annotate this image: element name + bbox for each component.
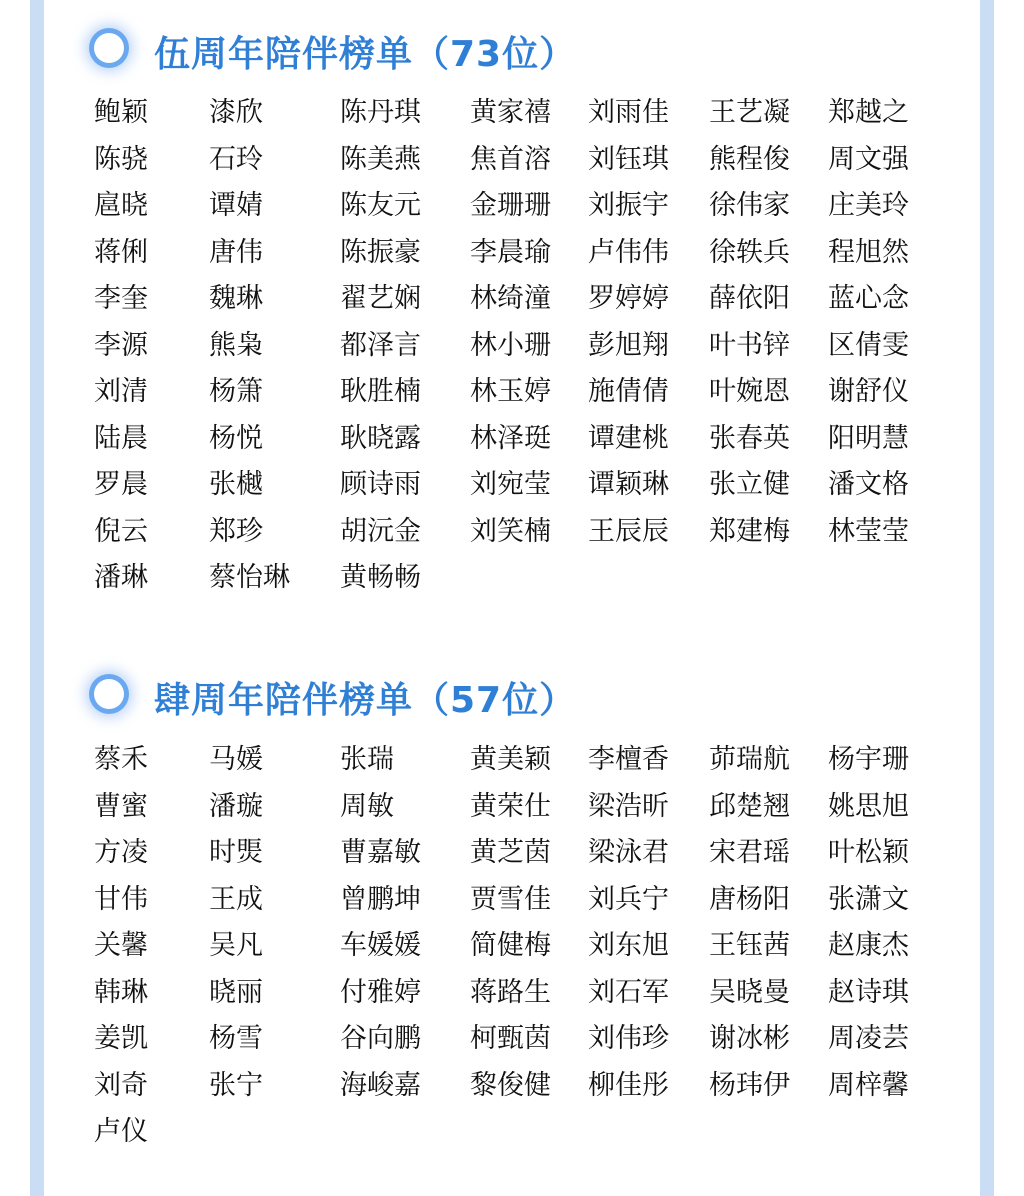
name-entry: 周凌芸 <box>828 1023 909 1054</box>
name-entry: 海峻嘉 <box>340 1069 421 1101</box>
name-entry: 马媛 <box>209 744 263 775</box>
name-entry: 周敏 <box>340 790 394 822</box>
name-entry: 鲍颖 <box>94 97 148 128</box>
name-entry: 柯甄茵 <box>470 1023 551 1054</box>
names-list-five-year <box>94 90 954 602</box>
name-entry: 林莹莹 <box>828 515 909 547</box>
name-entry: 方凌 <box>94 837 148 868</box>
section-title: 伍周年陪伴榜单（73位） <box>154 34 577 75</box>
name-entry: 李源 <box>94 329 148 361</box>
name-entry: 焦首溶 <box>470 143 551 175</box>
name-entry: 陈友元 <box>340 190 421 221</box>
name-entry: 梁浩昕 <box>588 790 669 822</box>
name-entry: 王钰茜 <box>709 930 790 961</box>
name-entry: 杨雪 <box>209 1023 263 1054</box>
name-entry: 车媛媛 <box>340 930 421 961</box>
name-entry: 张立健 <box>709 469 790 500</box>
name-entry: 叶书锌 <box>709 329 790 361</box>
name-entry: 郑建梅 <box>709 515 790 547</box>
name-entry: 翟艺娴 <box>340 283 421 314</box>
name-entry: 林玉婷 <box>470 376 551 407</box>
name-entry: 谭颖琳 <box>588 469 669 500</box>
name-entry: 都泽言 <box>340 329 421 361</box>
section-title: 肆周年陪伴榜单（57位） <box>154 680 577 721</box>
name-entry: 王成 <box>209 883 263 915</box>
name-entry: 区倩雯 <box>828 329 909 361</box>
name-entry: 阳明慧 <box>828 422 909 454</box>
name-entry: 彭旭翔 <box>588 329 669 361</box>
name-entry: 陈骁 <box>94 143 148 175</box>
name-entry: 蓝心念 <box>828 283 909 314</box>
name-entry: 扈晓 <box>94 190 148 221</box>
name-entry: 曹蜜 <box>94 790 148 822</box>
bullet-dot-icon <box>94 679 124 709</box>
name-entry: 柳佳彤 <box>588 1069 669 1101</box>
name-entry: 刘伟珍 <box>588 1023 669 1054</box>
name-entry: 张瑞 <box>340 744 394 775</box>
name-entry: 金珊珊 <box>470 190 551 221</box>
name-entry: 黄家禧 <box>470 97 551 128</box>
name-entry: 谭建桃 <box>588 422 669 454</box>
name-entry: 陈美燕 <box>340 143 421 175</box>
name-entry: 张潇文 <box>828 883 909 915</box>
name-entry: 庄美玲 <box>828 190 909 221</box>
name-entry: 黄芝茵 <box>470 837 551 868</box>
name-entry: 卢伟伟 <box>588 236 669 268</box>
name-entry: 黄荣仕 <box>470 790 551 822</box>
name-entry: 谢舒仪 <box>828 376 909 407</box>
name-entry: 郑越之 <box>828 97 909 128</box>
name-entry: 刘东旭 <box>588 930 669 961</box>
name-entry: 关馨 <box>94 930 148 961</box>
name-entry: 徐伟家 <box>709 190 790 221</box>
name-entry: 刘笑楠 <box>470 515 551 547</box>
name-entry: 卢仪 <box>94 1116 148 1147</box>
name-entry: 杨箫 <box>209 376 263 407</box>
name-entry: 林绮潼 <box>470 283 551 314</box>
name-entry: 罗婷婷 <box>588 283 669 314</box>
name-entry: 茆瑞航 <box>709 744 790 775</box>
name-entry: 李檀香 <box>588 744 669 775</box>
name-entry: 唐伟 <box>209 236 263 268</box>
section-header-five-year <box>0 18 1024 78</box>
name-entry: 吴凡 <box>209 930 263 961</box>
name-entry: 付雅婷 <box>340 976 421 1008</box>
name-entry: 赵康杰 <box>828 930 909 961</box>
name-entry: 魏琳 <box>209 283 263 314</box>
name-entry: 曾鹏坤 <box>340 883 421 915</box>
name-entry: 刘宛莹 <box>470 469 551 500</box>
name-entry: 胡沅金 <box>340 515 421 547</box>
name-entry: 王辰辰 <box>588 515 669 547</box>
name-entry: 梁泳君 <box>588 837 669 868</box>
name-entry: 徐轶兵 <box>709 236 790 268</box>
name-entry: 郑珍 <box>209 515 263 547</box>
name-entry: 耿胜楠 <box>340 376 421 407</box>
name-entry: 黄美颖 <box>470 744 551 775</box>
name-entry: 韩琳 <box>94 976 148 1008</box>
name-entry: 施倩倩 <box>588 376 669 407</box>
name-entry: 谭婧 <box>209 190 263 221</box>
name-entry: 姜凯 <box>94 1023 148 1054</box>
name-entry: 李奎 <box>94 283 148 314</box>
name-entry: 罗晨 <box>94 469 148 500</box>
name-entry: 时煚 <box>209 837 263 868</box>
name-entry: 杨宇珊 <box>828 744 909 775</box>
right-border <box>980 0 994 1196</box>
name-entry: 潘琳 <box>94 562 148 593</box>
name-entry: 陈丹琪 <box>340 97 421 128</box>
bullet-dot-icon <box>94 33 124 63</box>
name-entry: 谢冰彬 <box>709 1023 790 1054</box>
name-entry: 甘伟 <box>94 883 148 915</box>
name-entry: 叶婉恩 <box>709 376 790 407</box>
name-entry: 周梓馨 <box>828 1069 909 1101</box>
name-entry: 石玲 <box>209 143 263 175</box>
name-entry: 蒋路生 <box>470 976 551 1008</box>
name-entry: 邱楚翘 <box>709 790 790 822</box>
name-entry: 王艺凝 <box>709 97 790 128</box>
name-entry: 刘石军 <box>588 976 669 1008</box>
name-entry: 顾诗雨 <box>340 469 421 500</box>
name-entry: 张宁 <box>209 1069 263 1101</box>
name-entry: 林泽珽 <box>470 422 551 454</box>
name-entry: 周文强 <box>828 143 909 175</box>
name-entry: 熊枭 <box>209 329 263 361</box>
name-entry: 李晨瑜 <box>470 236 551 268</box>
name-entry: 黄畅畅 <box>340 562 421 593</box>
name-entry: 简健梅 <box>470 930 551 961</box>
name-entry: 贾雪佳 <box>470 883 551 915</box>
name-entry: 熊程俊 <box>709 143 790 175</box>
name-entry: 陈振豪 <box>340 236 421 268</box>
name-entry: 林小珊 <box>470 329 551 361</box>
name-entry: 刘雨佳 <box>588 97 669 128</box>
name-entry: 漆欣 <box>209 97 263 128</box>
left-border <box>30 0 44 1196</box>
name-entry: 晓丽 <box>209 976 263 1008</box>
name-entry: 姚思旭 <box>828 790 909 822</box>
name-entry: 黎俊健 <box>470 1069 551 1101</box>
name-entry: 程旭然 <box>828 236 909 268</box>
name-entry: 谷向鹏 <box>340 1023 421 1054</box>
name-entry: 张春英 <box>709 422 790 454</box>
name-entry: 刘奇 <box>94 1069 148 1101</box>
name-entry: 耿晓露 <box>340 422 421 454</box>
name-entry: 宋君瑶 <box>709 837 790 868</box>
name-entry: 潘璇 <box>209 790 263 822</box>
section-header-four-year <box>0 664 1024 724</box>
name-entry: 刘兵宁 <box>588 883 669 915</box>
name-entry: 曹嘉敏 <box>340 837 421 868</box>
name-entry: 蔡怡琳 <box>209 562 290 593</box>
name-entry: 刘清 <box>94 376 148 407</box>
name-entry: 张樾 <box>209 469 263 500</box>
name-entry: 蔡禾 <box>94 744 148 775</box>
name-entry: 蒋俐 <box>94 236 148 268</box>
name-entry: 倪云 <box>94 515 148 547</box>
name-entry: 刘钰琪 <box>588 143 669 175</box>
name-entry: 潘文格 <box>828 469 909 500</box>
name-entry: 叶松颖 <box>828 837 909 868</box>
name-entry: 薛依阳 <box>709 283 790 314</box>
name-entry: 唐杨阳 <box>709 883 790 915</box>
names-list-four-year <box>94 737 954 1156</box>
name-entry: 杨悦 <box>209 422 263 454</box>
name-entry: 赵诗琪 <box>828 976 909 1008</box>
name-entry: 陆晨 <box>94 422 148 454</box>
name-entry: 杨玮伊 <box>709 1069 790 1101</box>
name-entry: 吴晓曼 <box>709 976 790 1008</box>
name-entry: 刘振宇 <box>588 190 669 221</box>
